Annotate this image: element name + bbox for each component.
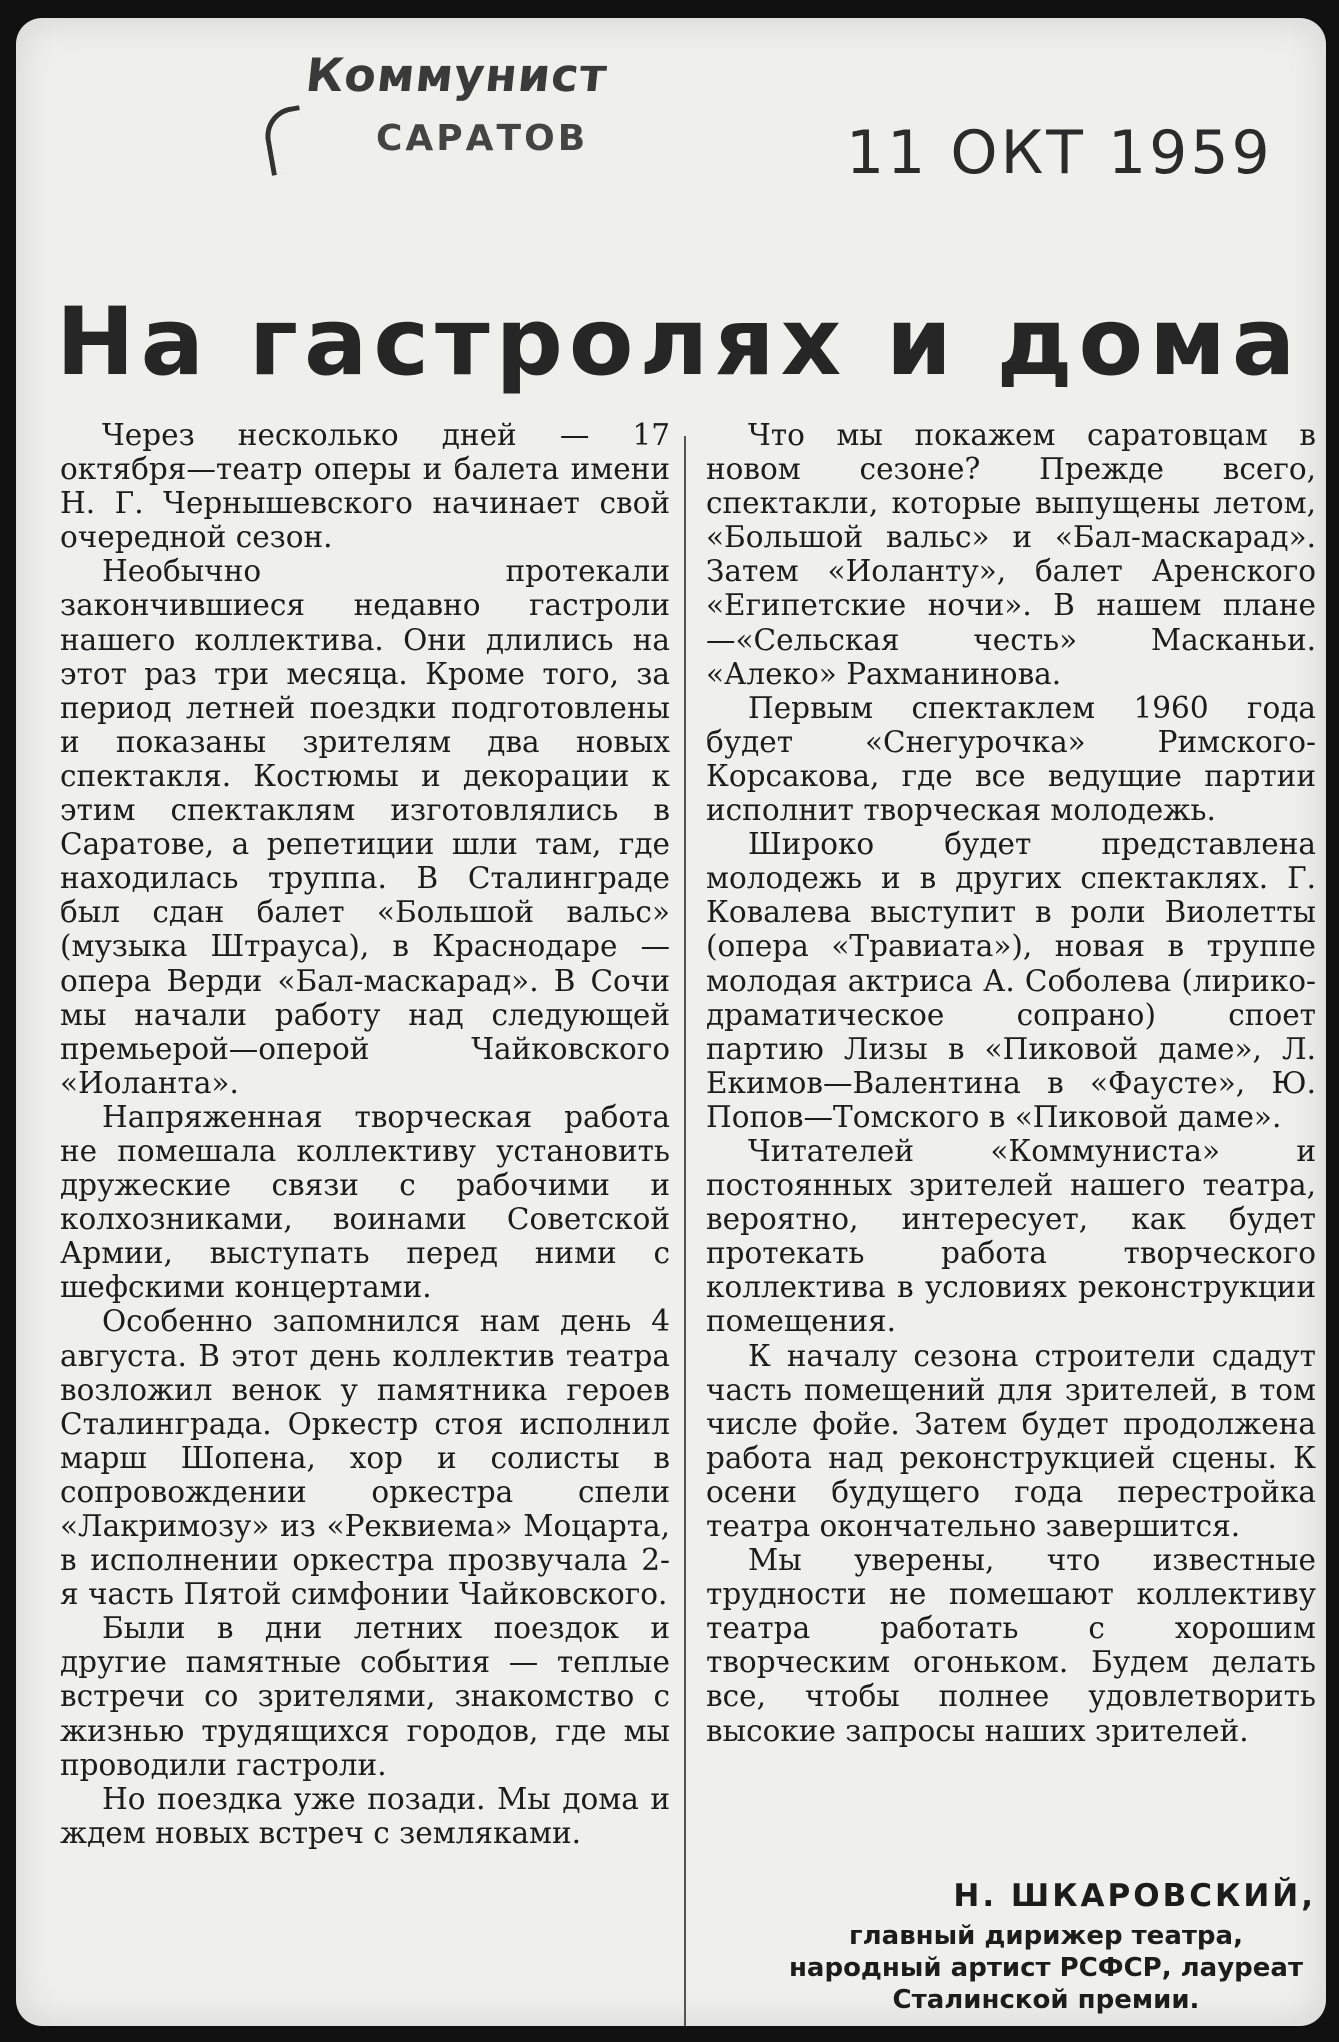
paragraph: Широко будет представлена молодежь и в других спектаклях. Г. Ковалева выступит в роли Виолетты (опера «Травиата»), новая в труппе молодая актриса А. Соболева (лирико-драматическое сопрано) споет партию Лизы в «Пиковой даме», Л. Екимов—Валентина в «Фаусте», Ю. Попов—Томского в «Пиковой даме».	[706, 827, 1316, 1134]
paragraph: Через несколько дней — 17 октября—театр оперы и балета имени Н. Г. Чернышевского начинает свой очередной сезон.	[60, 418, 670, 555]
paragraph: Напряженная творческая работа не помешала коллективу установить дружеские связи с рабочими и колхозниками, воинами Советской Армии, выступать перед ними с шефскими концертами.	[60, 1099, 670, 1305]
paragraph: Но поездка уже позади. Мы дома и ждем новых встреч с земляками.	[60, 1781, 670, 1850]
masthead-city: САРАТОВ	[376, 118, 589, 159]
paragraph: Были в дни летних поездок и другие памятные события — теплые встречи со зрителями, знакомство с жизнью трудящихся городов, где мы проводили гастроли.	[60, 1611, 670, 1782]
article-headline: На гастролях и дома	[56, 288, 1302, 397]
author-name: Н. ШКАРОВСКИЙ,	[953, 1878, 1316, 1914]
date-stamp: 11 ОКТ 1959	[846, 118, 1273, 188]
author-title: главный дирижер театра, народный артист РСФСР, лауреат Сталинской премии.	[788, 1921, 1304, 2015]
paragraph: Что мы покажем саратовцам в новом сезоне? Прежде всего, спектакли, которые выпущены летом, «Большой вальс» и «Бал-маскарад». Затем «Иоланту», балет Аренского «Египетские ночи». В нашем плане—«Сельская честь» Масканьи. «Алеко» Рахманинова.	[706, 418, 1316, 691]
masthead-title: Коммунист	[303, 48, 611, 102]
paragraph: Необычно протекали закончившиеся недавно гастроли нашего коллектива. Они длились на этот раз три месяца. Кроме того, за период летней поездки подготовлены и показаны зрителям два новых спектакля. Костюмы и декорации к этим спектаклям изготовлялись в Саратове, а репетиции шли там, где находилась труппа. В Сталинграде был сдан балет «Большой вальс» (музыка Штрауса), в Краснодаре — опера Верди «Бал-маскарад». В Сочи мы начали работу над следующей премьерой—оперой Чайковского «Иоланта».	[60, 554, 670, 1100]
newspaper-clipping	[16, 18, 1326, 2026]
paragraph: Первым спектаклем 1960 года будет «Снегурочка» Римского-Корсакова, где все ведущие партии исполнит творческая молодежь.	[706, 690, 1316, 828]
paragraph: Мы уверены, что известные трудности не помешают коллективу театра работать с хорошим творческим огоньком. Будем делать все, чтобы полнее удовлетворить высокие запросы наших зрителей.	[706, 1543, 1316, 1748]
column-divider	[684, 436, 686, 2026]
article-left-column	[60, 418, 670, 1850]
handwritten-mark-icon	[261, 105, 311, 176]
article-right-column	[706, 418, 1316, 1748]
paragraph: Читателей «Коммуниста» и постоянных зрителей нашего театра, вероятно, интересует, как будет протекать работа творческого коллектива в условиях реконструкции помещения.	[706, 1133, 1316, 1339]
paragraph: К началу сезона строители сдадут часть помещений для зрителей, в том числе фойе. Затем будет продолжена работа над реконструкцией сцены. К осени будущего года перестройка театра окончательно завершится.	[706, 1338, 1316, 1543]
author-signature	[776, 1878, 1316, 2016]
newspaper-masthead-stamp	[286, 38, 686, 178]
paragraph: Особенно запомнился нам день 4 августа. В этот день коллектив театра возложил венок у памятника героев Сталинграда. Оркестр стоя исполнил марш Шопена, хор и солисты в сопровождении оркестра спели «Лакримозу» из «Реквиема» Моцарта, в исполнении оркестра прозвучала 2-я часть Пятой симфонии Чайковского.	[60, 1304, 670, 1612]
